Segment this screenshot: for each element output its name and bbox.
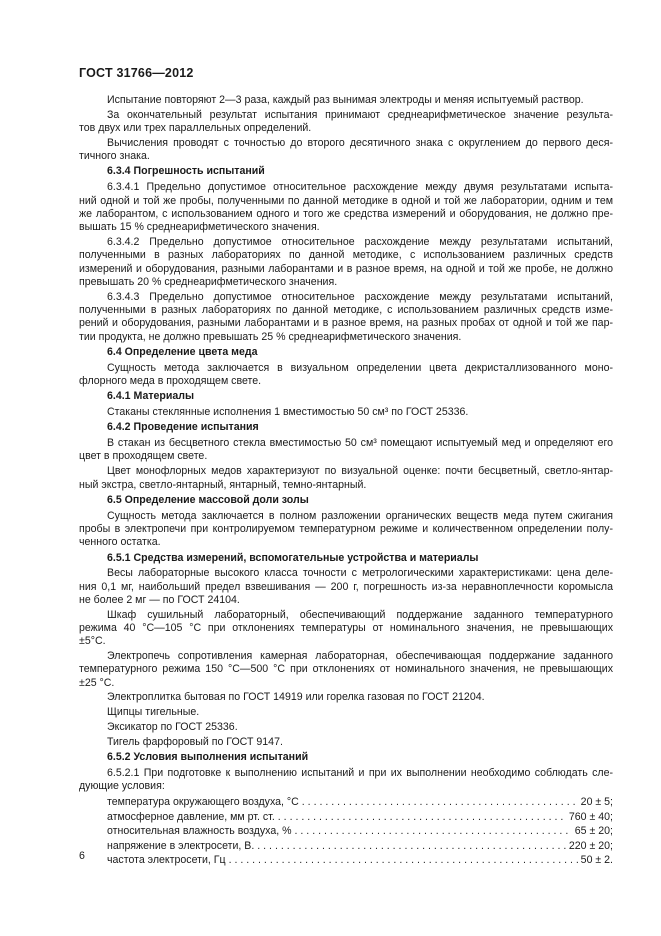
- condition-row: [107, 839, 613, 854]
- text-line: ния 0,1 мг, наибольший предел взвешивания — 200 г, погрешность из-за неравноплечности коромысла: [79, 580, 613, 593]
- condition-label: температура окружающего воздуха, °С: [107, 796, 299, 809]
- text-line: ний одной и той же пробы, полученными по данной методике в одной и той же лаборатории, одним и тем: [79, 194, 613, 207]
- text-line: ±25 °С.: [79, 676, 115, 689]
- text-line: флорного меда в проходящем свете.: [79, 374, 262, 387]
- document-header: ГОСТ 31766—2012: [79, 66, 194, 80]
- condition-row: [107, 795, 613, 810]
- text-line: пробы в электропечи при контролируемом температурном режиме и количественном определении полу-: [79, 522, 613, 535]
- section-heading: 6.4.1 Материалы: [107, 390, 195, 403]
- text-line: Шкаф сушильный лабораторный, обеспечивающий поддержание заданного температурного: [107, 608, 613, 621]
- text-line: тов двух или трех параллельных определений.: [79, 122, 312, 135]
- text-line: измерений и оборудования, разными лаборантами и в разное время, на одной и той же пробе, не должно: [79, 262, 613, 275]
- text-line: 6.3.4.1 Предельно допустимое относительное расхождение между двумя результатами испыта-: [107, 181, 613, 194]
- paragraph: [79, 236, 613, 289]
- text-line: не более 2 мг — по ГОСТ 24104.: [79, 593, 240, 606]
- text-line: вышать 15 % среднеарифметического значения.: [79, 221, 320, 234]
- paragraph: [79, 465, 613, 492]
- condition-row: [107, 810, 613, 825]
- text-line: ±5°С.: [79, 635, 106, 648]
- document-body: [79, 94, 613, 868]
- text-line: режима 40 °С—105 °С при отклонениях температуры от номинального значения, не превышающих: [79, 621, 613, 634]
- text-line: Весы лабораторные высокого класса точности с метрологическими характеристиками: цена деле-: [107, 567, 613, 580]
- text-line: 6.3.4.3 Предельно допустимое относительное расхождение между результатами испытаний,: [107, 290, 613, 303]
- text-line: тии продукта, не должно превышать 25 % среднеарифметического значения.: [79, 330, 462, 343]
- section-heading: 6.5.1 Средства измерений, вспомогательные устройства и материалы: [107, 551, 479, 564]
- text-line: превышать 20 % среднеарифметического значения.: [79, 275, 338, 288]
- dot-leader: [295, 824, 572, 839]
- text-line: Испытание повторяют 2—3 раза, каждый раз вынимая электроды и меняя испытуемый раствор.: [107, 94, 584, 106]
- text-line: 6.3.4.2 Предельно допустимое относительное расхождение между результатами испытаний,: [107, 235, 613, 248]
- text-line: Сущность метода заключается в полном разложении органических веществ меда путем сжигания: [107, 509, 613, 522]
- condition-value: 50 ± 2.: [580, 854, 613, 867]
- section-heading: 6.5.2 Условия выполнения испытаний: [107, 751, 309, 764]
- paragraph: [79, 181, 613, 234]
- condition-label: атмосферное давление, мм рт. ст.: [107, 810, 275, 823]
- condition-value: 220 ± 20;: [568, 839, 613, 852]
- text-line: ченного остатка.: [79, 536, 161, 549]
- text-line: температурного режима 150 °С—500 °С при отклонениях от номинального значения, не превышающих: [79, 663, 613, 676]
- paragraph: [79, 109, 613, 136]
- paragraph: [79, 291, 613, 344]
- paragraph: [79, 767, 613, 794]
- condition-value: 65 ± 20;: [574, 825, 613, 838]
- paragraph: [79, 650, 613, 690]
- page-number: 6: [79, 850, 85, 862]
- paragraph: [79, 691, 613, 704]
- condition-row: [107, 853, 613, 868]
- section-heading: 6.4 Определение цвета меда: [107, 345, 258, 358]
- text-line: Сущность метода заключается в визуальном определении цвета декристаллизованного моно-: [107, 361, 613, 374]
- text-line: За окончательный результат испытания принимают среднеарифметическое значение результа-: [107, 108, 613, 121]
- section-heading: 6.5 Определение массовой доли золы: [107, 493, 309, 506]
- text-line: Электропечь сопротивления камерная лабораторная, обеспечивающая поддержание заданного: [107, 650, 613, 663]
- text-line: дующие условия:: [79, 780, 165, 793]
- text-line: же лаборантом, с использованием одного и того же средства измерений и оборудования, не должно пре-: [79, 207, 613, 220]
- text-line: цвет в проходящем свете.: [79, 450, 208, 463]
- condition-label: напряжение в электросети, В.: [107, 839, 255, 852]
- paragraph: [79, 94, 613, 107]
- text-line: тичного знака.: [79, 150, 150, 163]
- text-line: полученными в разных лабораториях по данной методике, с использованием различных средств: [79, 249, 613, 262]
- condition-row: [107, 824, 613, 839]
- text-line: Щипцы тигельные.: [107, 706, 200, 719]
- paragraph: [79, 721, 613, 734]
- text-line: Эксикатор по ГОСТ 25336.: [107, 721, 238, 734]
- text-line: ный экстра, светло-янтарный, янтарный, темно-янтарный.: [79, 478, 367, 491]
- paragraph: [79, 567, 613, 607]
- paragraph: [79, 609, 613, 649]
- text-line: Вычисления проводят с точностью до второго десятичного знака с округлением до первого деся-: [107, 136, 613, 149]
- paragraph: [79, 437, 613, 464]
- paragraph: [79, 362, 613, 389]
- condition-value: 20 ± 5;: [580, 796, 613, 809]
- paragraph: [79, 510, 613, 550]
- text-line: 6.5.2.1 При подготовке к выполнению испытаний и при их выполнении необходимо соблюдать сле-: [107, 766, 613, 779]
- condition-label: относительная влажность воздуха, %: [107, 825, 292, 838]
- dot-leader: [278, 810, 566, 825]
- paragraph: [79, 406, 613, 419]
- text-line: Электроплитка бытовая по ГОСТ 14919 или горелка газовая по ГОСТ 21204.: [107, 691, 485, 704]
- text-line: рений и оборудования, разными лаборантами и в разное время, на разных пробах от одной и той же пар-: [79, 317, 613, 330]
- dot-leader: [302, 795, 578, 810]
- text-line: Цвет монофлорных медов характеризуют по визуальной оценке: почти бесцветный, светло-янтар-: [107, 465, 613, 478]
- section-heading: 6.3.4 Погрешность испытаний: [107, 165, 265, 178]
- paragraph: [79, 137, 613, 164]
- text-line: полученными в разных лабораториях по данной методике, с использованием различных средств изме-: [79, 303, 613, 316]
- dot-leader: [229, 853, 578, 868]
- paragraph: [79, 736, 613, 749]
- text-line: В стакан из бесцветного стекла вместимостью 50 см³ помещают испытуемый мед и определяют его: [107, 437, 613, 450]
- condition-label: частота электросети, Гц: [107, 854, 226, 867]
- condition-value: 760 ± 40;: [568, 810, 613, 823]
- dot-leader: [257, 839, 566, 854]
- paragraph: [79, 706, 613, 719]
- section-heading: 6.4.2 Проведение испытания: [107, 421, 259, 434]
- text-line: Тигель фарфоровый по ГОСТ 9147.: [107, 735, 283, 748]
- text-line: Стаканы стеклянные исполнения 1 вместимостью 50 см³ по ГОСТ 25336.: [107, 406, 469, 419]
